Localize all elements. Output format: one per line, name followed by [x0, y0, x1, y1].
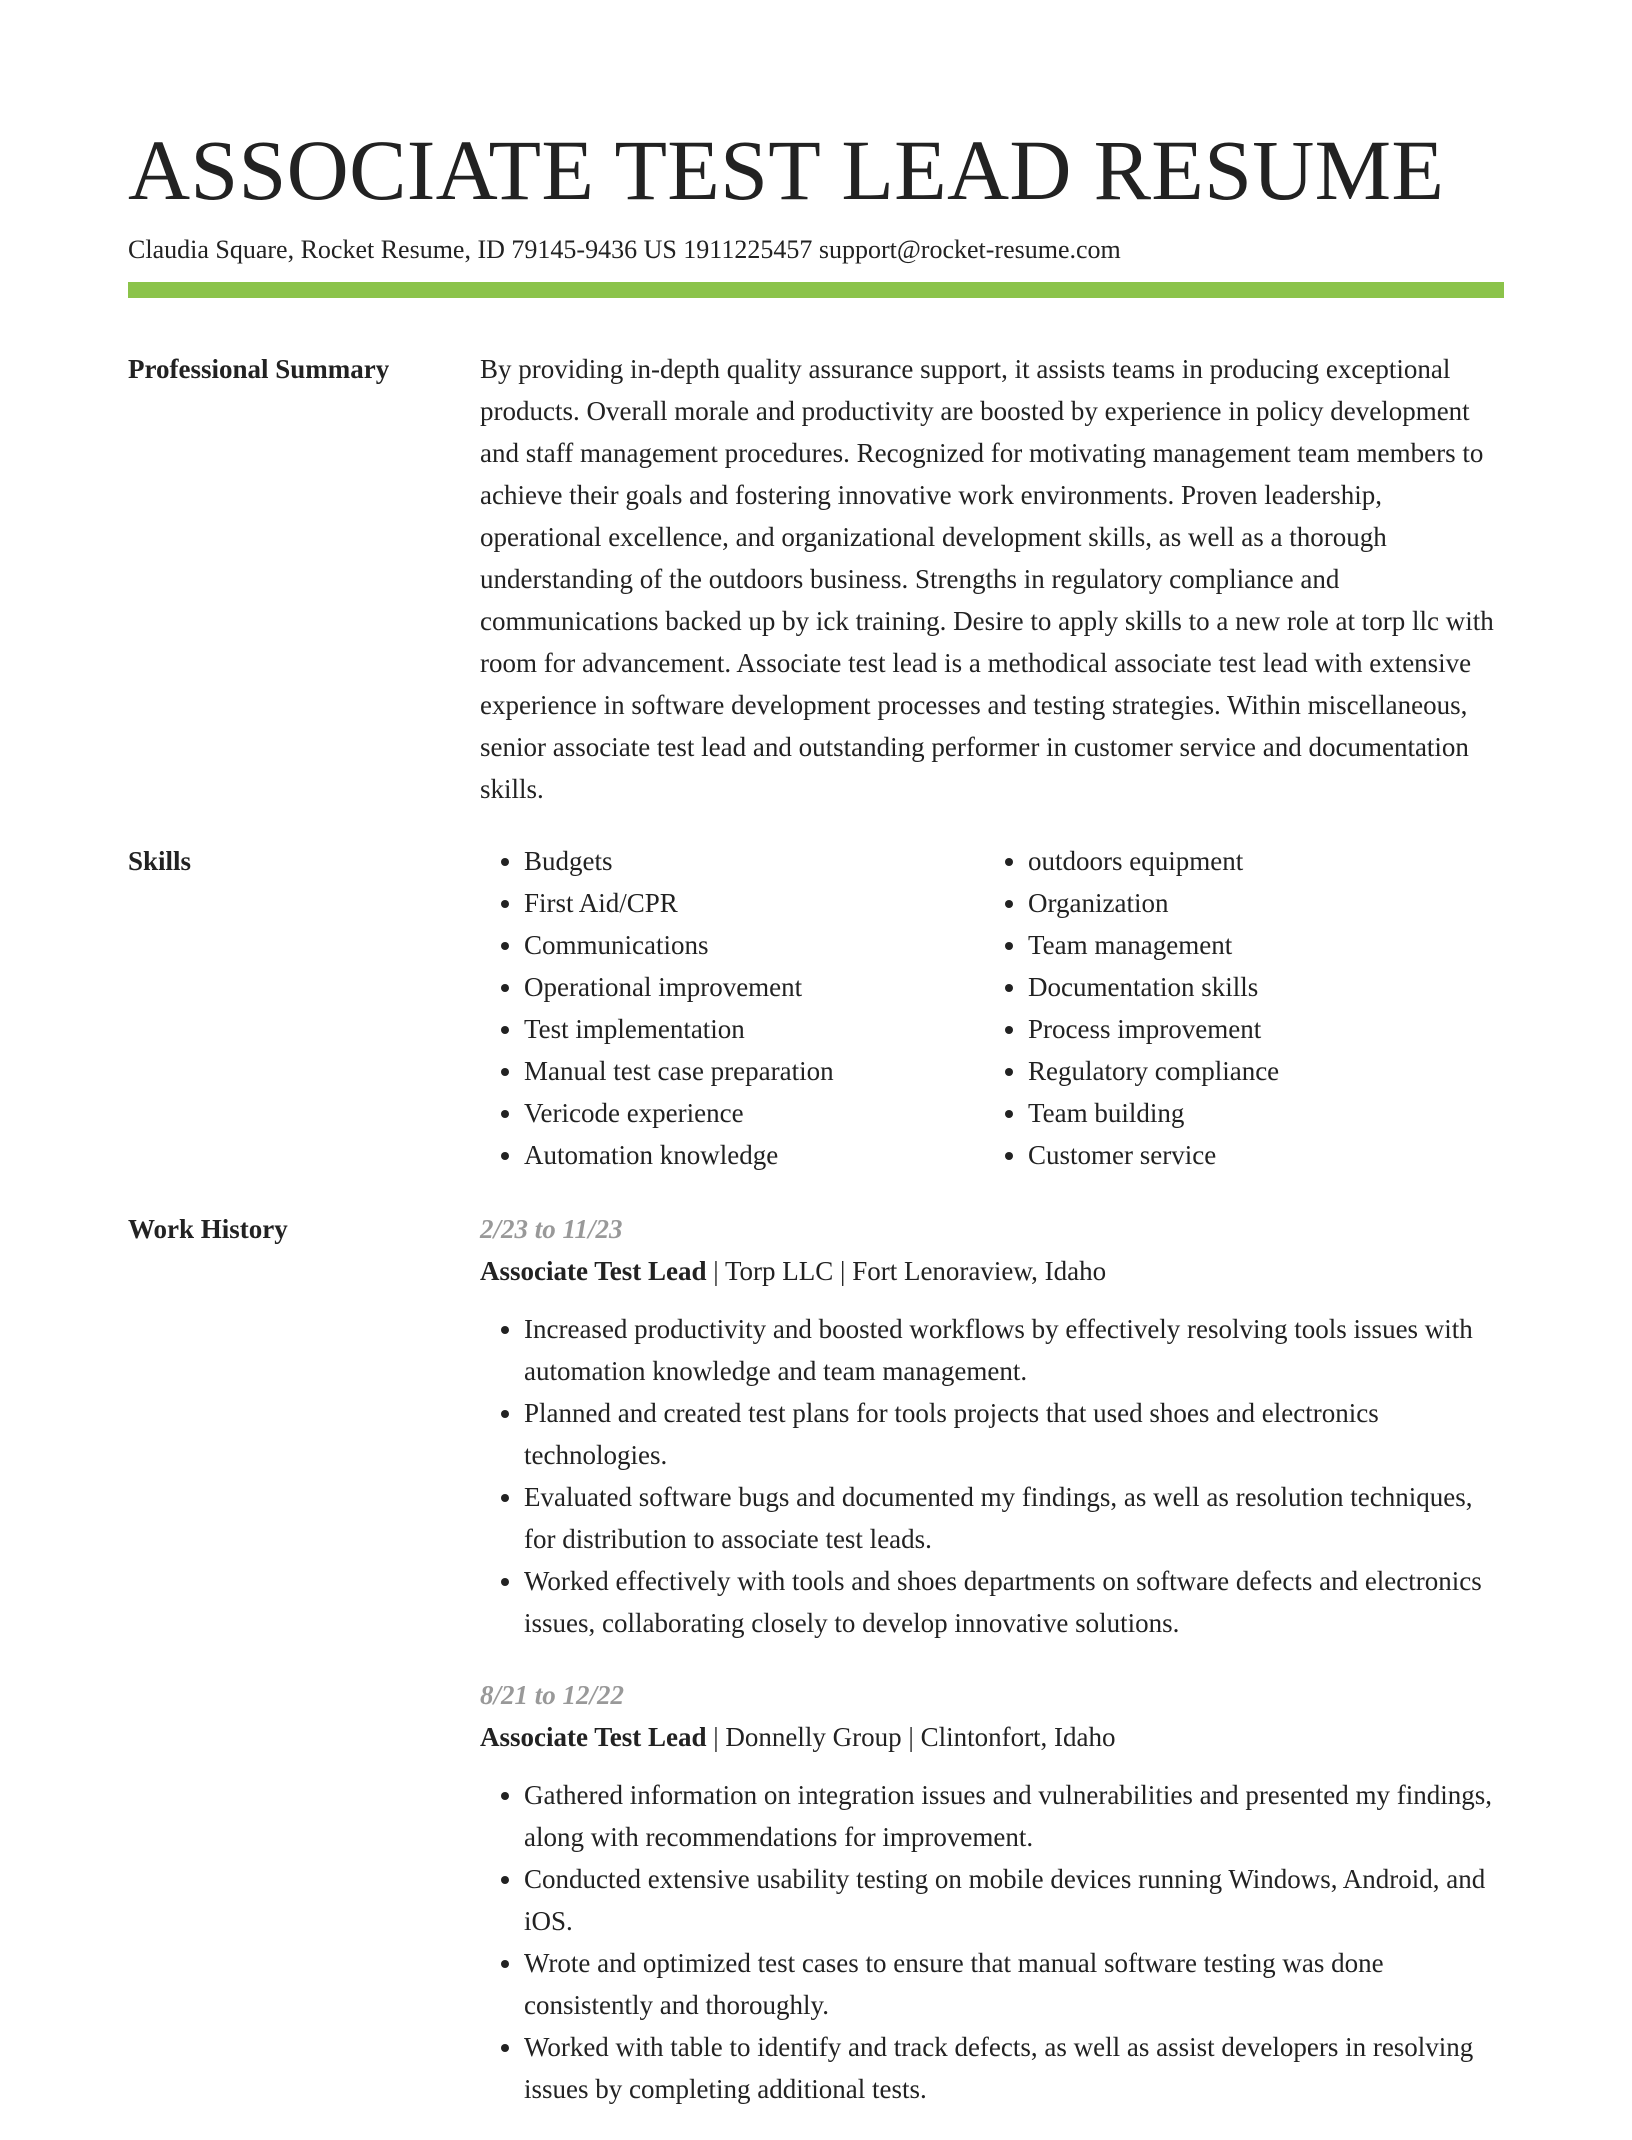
job-bullets [480, 1774, 1504, 2110]
job-separator: | [706, 1256, 725, 1286]
job-dates: 8/21 to 12/22 [480, 1680, 625, 1710]
skills-columns [480, 840, 1504, 1176]
work-history-body [480, 1208, 1504, 2140]
skills-section [128, 840, 1504, 1176]
skill-item: • Organization [1028, 882, 1488, 924]
job-separator: | [833, 1256, 853, 1286]
job-heading [480, 1716, 1504, 1758]
skill-item: • First Aid/CPR [524, 882, 984, 924]
job-bullet: • Conducted extensive usability testing on mobile devices running Windows, Android, and iOS. [524, 1858, 1504, 1942]
resume-page [128, 0, 1504, 2140]
job-location: Fort Lenoraview, Idaho [852, 1256, 1107, 1286]
job-separator: | [901, 1722, 921, 1752]
skill-item: • Test implementation [524, 1008, 984, 1050]
summary-body [480, 348, 1504, 810]
job-company: Torp LLC [724, 1256, 834, 1286]
skill-item: • Documentation skills [1028, 966, 1488, 1008]
skills-list-left [480, 840, 984, 1176]
job-company: Donnelly Group [725, 1722, 902, 1752]
resume-title: ASSOCIATE TEST LEAD RESUME [128, 122, 1445, 218]
header-divider [128, 282, 1504, 298]
job-dates: 2/23 to 11/23 [480, 1214, 623, 1244]
skill-item: • Customer service [1028, 1134, 1488, 1176]
job-bullets [480, 1308, 1504, 1644]
skill-item: • Vericode experience [524, 1092, 984, 1134]
job-heading [480, 1250, 1504, 1292]
section-label-professional-summary: Professional Summary [128, 354, 390, 384]
professional-summary-section [128, 348, 1504, 810]
job-bullet: • Worked effectively with tools and shoes departments on software defects and electronics issues, collaborating closely to develop innovative solutions. [524, 1560, 1504, 1644]
skills-list-right [984, 840, 1488, 1176]
skill-item: • Team management [1028, 924, 1488, 966]
job-bullet: • Evaluated software bugs and documented my findings, as well as resolution techniques, for distribution to associate test leads. [524, 1476, 1504, 1560]
skill-item: • Communications [524, 924, 984, 966]
skill-item: • Team building [1028, 1092, 1488, 1134]
job-entry [480, 1208, 1504, 1644]
job-bullet: • Increased productivity and boosted workflows by effectively resolving tools issues with automation knowledge and team management. [524, 1308, 1504, 1392]
skill-item: • outdoors equipment [1028, 840, 1488, 882]
job-entry [480, 1674, 1504, 2110]
job-bullet: • Planned and created test plans for tools projects that used shoes and electronics technologies. [524, 1392, 1504, 1476]
job-bullet: • Wrote and optimized test cases to ensure that manual software testing was done consistently and thoroughly. [524, 1942, 1504, 2026]
job-bullet: • Worked with table to identify and track defects, as well as assist developers in resolving issues by completing additional tests. [524, 2026, 1504, 2110]
contact-line: Claudia Square, Rocket Resume, ID 79145-9436 US 1911225457 support@rocket-resume.com [128, 235, 1121, 264]
skill-item: • Manual test case preparation [524, 1050, 984, 1092]
skill-item: • Process improvement [1028, 1008, 1488, 1050]
work-history-section [128, 1208, 1504, 2140]
job-bullet: • Gathered information on integration issues and vulnerabilities and presented my findings, along with recommendations for improvement. [524, 1774, 1504, 1858]
section-label-skills: Skills [128, 846, 192, 876]
skill-item: • Operational improvement [524, 966, 984, 1008]
skill-item: • Regulatory compliance [1028, 1050, 1488, 1092]
job-title: Associate Test Lead [480, 1722, 707, 1752]
job-title: Associate Test Lead [480, 1256, 707, 1286]
section-label-work-history: Work History [128, 1214, 288, 1244]
skill-item: • Budgets [524, 840, 984, 882]
skill-item: • Automation knowledge [524, 1134, 984, 1176]
summary-text: By providing in-depth quality assurance support, it assists teams in producing exceptional products. Overall morale and productivity are boosted by experience in policy development and staff management procedures. Recognized for motivating management team members to achieve their goals and fostering innovative work environments. Proven leadership, operational excellence, and organizational development skills, as well as a thorough understanding of the outdoors business. Strengths in regulatory compliance and communications backed up by ick training. Desire to apply skills to a new role at torp llc with room for advancement. Associate test lead is a methodical associate test lead with extensive experience in software development processes and testing strategies. Within miscellaneous, senior associate test lead and outstanding performer in customer service and documentation skills. [480, 354, 1494, 804]
job-location: Clintonfort, Idaho [920, 1722, 1116, 1752]
job-separator: | [706, 1722, 726, 1752]
